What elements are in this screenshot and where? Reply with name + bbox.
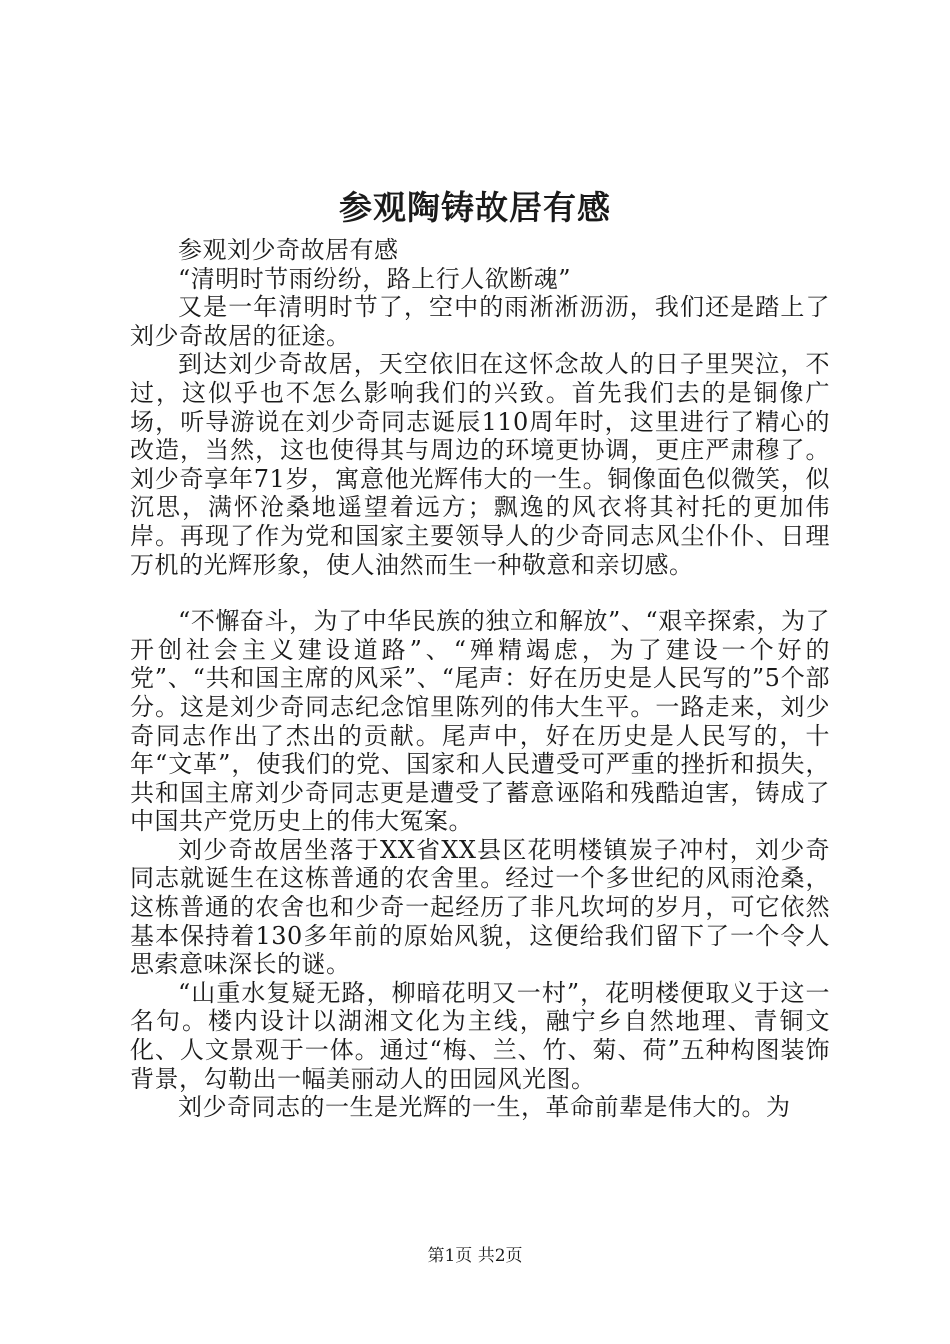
paragraph: 参观刘少奇故居有感 (178, 236, 399, 264)
paragraph: 刘少奇故居坐落于XX省XX县区花明楼镇炭子冲村，刘少奇同志就诞生在这栋普通的农舍里。经过一个多世纪的风雨沧桑，这栋普通的农舍也和少奇一起经历了非凡坎坷的岁月，可它依然基本保持着130多年前的原始风貌，这便给我们留下了一个令人思索意味深长的谜。 (130, 835, 830, 979)
document-body (130, 236, 830, 1122)
paragraph: “清明时节雨纷纷，路上行人欲断魂” (178, 264, 572, 293)
page-title: 参观陶铸故居有感 (339, 188, 611, 227)
paragraph: 又是一年清明时节了，空中的雨淅淅沥沥，我们还是踏上了刘少奇故居的征途。 (130, 293, 830, 350)
paragraph: “不懈奋斗，为了中华民族的独立和解放”、“艰辛探索，为了开创社会主义建设道路”、“殚精竭虑，为了建设一个好的党”、“共和国主席的风采”、“尾声：好在历史是人民写的”5个部分。这是刘少奇同志纪念馆里陈列的伟大生平。一路走来，刘少奇同志作出了杰出的贡献。尾声中，好在历史是人民写的，十年“文革”，使我们的党、国家和人民遭受可严重的挫折和损失，共和国主席刘少奇同志更是遭受了蓄意诬陷和残酷迫害，铸成了中国共产党历史上的伟大冤案。 (130, 607, 830, 836)
paragraph: “山重水复疑无路，柳暗花明又一村”，花明楼便取义于这一名句。楼内设计以湖湘文化为主线，融宁乡自然地理、青铜文化、人文景观于一体。通过“梅、兰、竹、菊、荷”五种构图装饰背景，勾勒出一幅美丽动人的田园风光图。 (130, 978, 830, 1093)
paragraph: 刘少奇同志的一生是光辉的一生，革命前辈是伟大的。为 (178, 1093, 791, 1122)
page-number-footer: 第1页 共2页 (427, 1246, 523, 1266)
paragraph: 到达刘少奇故居，天空依旧在这怀念故人的日子里哭泣，不过，这似乎也不怎么影响我们的兴致。首先我们去的是铜像广场，听导游说在刘少奇同志诞辰110周年时，这里进行了精心的改造，当然，这也使得其与周边的环境更协调，更庄严肃穆了。刘少奇享年71岁，寓意他光辉伟大的一生。铜像面色似微笑，似沉思，满怀沧桑地遥望着远方；飘逸的风衣将其衬托的更加伟岸。再现了作为党和国家主要领导人的少奇同志风尘仆仆、日理万机的光辉形象，使人油然而生一种敬意和亲切感。 (130, 350, 830, 579)
